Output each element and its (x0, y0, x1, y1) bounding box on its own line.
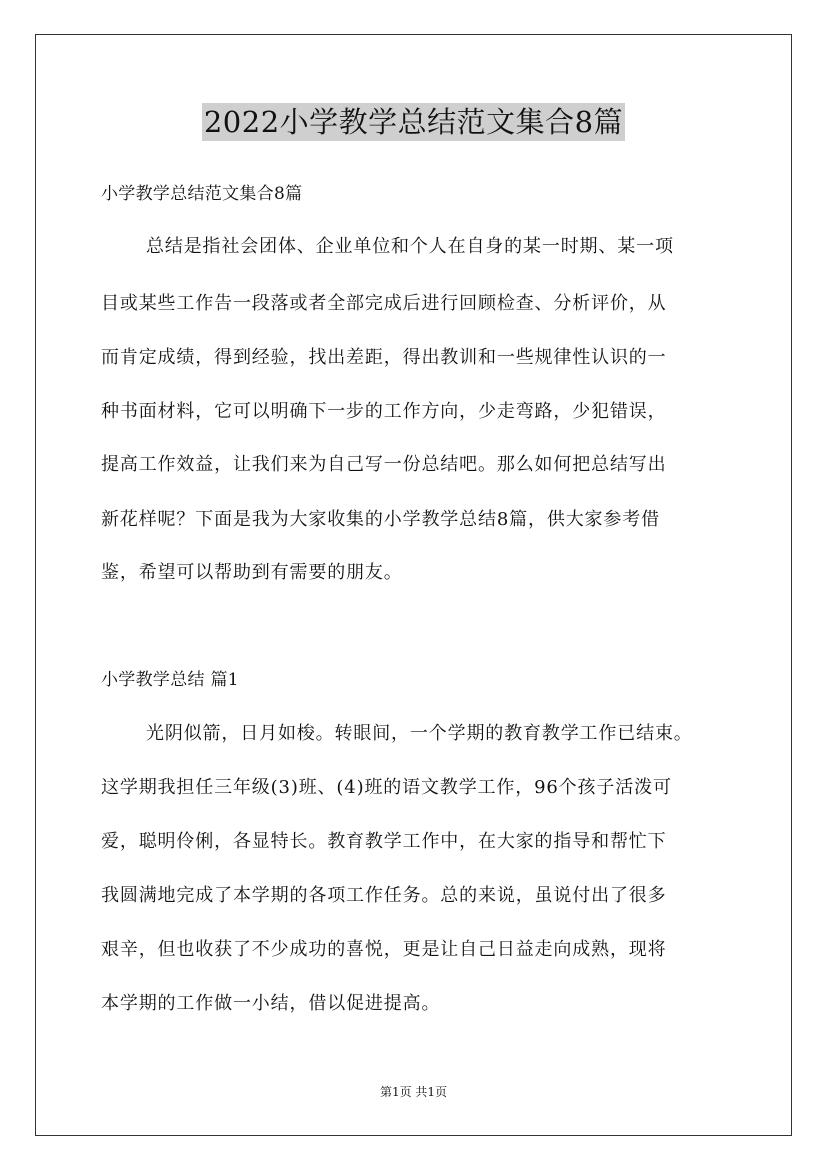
intro-line: 鉴，希望可以帮助到有需要的朋友。 (101, 562, 403, 583)
intro-line: 种书面材料，它可以明确下一步的工作方向，少走弯路，少犯错误， (101, 401, 667, 422)
section-line: 我圆满地完成了本学期的各项工作任务。总的来说，虽说付出了很多 (101, 885, 667, 906)
page-footer: 第1页 共1页 (379, 1085, 448, 1099)
document-title: 2022小学教学总结范文集合8篇 (203, 105, 624, 139)
document-subtitle: 小学教学总结范文集合8篇 (101, 184, 303, 204)
section-line: 本学期的工作做一小结，借以促进提高。 (101, 993, 441, 1014)
section-line: 艰辛，但也收获了不少成功的喜悦，更是让自己日益走向成熟，现将 (101, 939, 667, 960)
section-heading: 小学教学总结 篇1 (101, 670, 239, 690)
intro-line: 新花样呢？下面是我为大家收集的小学教学总结8篇，供大家参考借 (101, 509, 660, 530)
intro-line: 而肯定成绩，得到经验，找出差距，得出教训和一些规律性认识的一 (101, 347, 667, 368)
section-line: 这学期我担任三年级(3)班、(4)班的语文教学工作，96个孩子活泼可 (101, 777, 672, 798)
intro-line: 总结是指社会团体、企业单位和个人在自身的某一时期、某一项 (146, 236, 674, 257)
intro-line: 目或某些工作告一段落或者全部完成后进行回顾检查、分析评价，从 (101, 293, 667, 314)
intro-line: 提高工作效益，让我们来为自己写一份总结吧。那么如何把总结写出 (101, 454, 667, 475)
section-line: 光阴似箭，日月如梭。转眼间，一个学期的教育教学工作已结束。 (146, 723, 693, 744)
section-line: 爱，聪明伶俐，各显特长。教育教学工作中，在大家的指导和帮忙下 (101, 831, 667, 852)
title-container (0, 103, 827, 141)
